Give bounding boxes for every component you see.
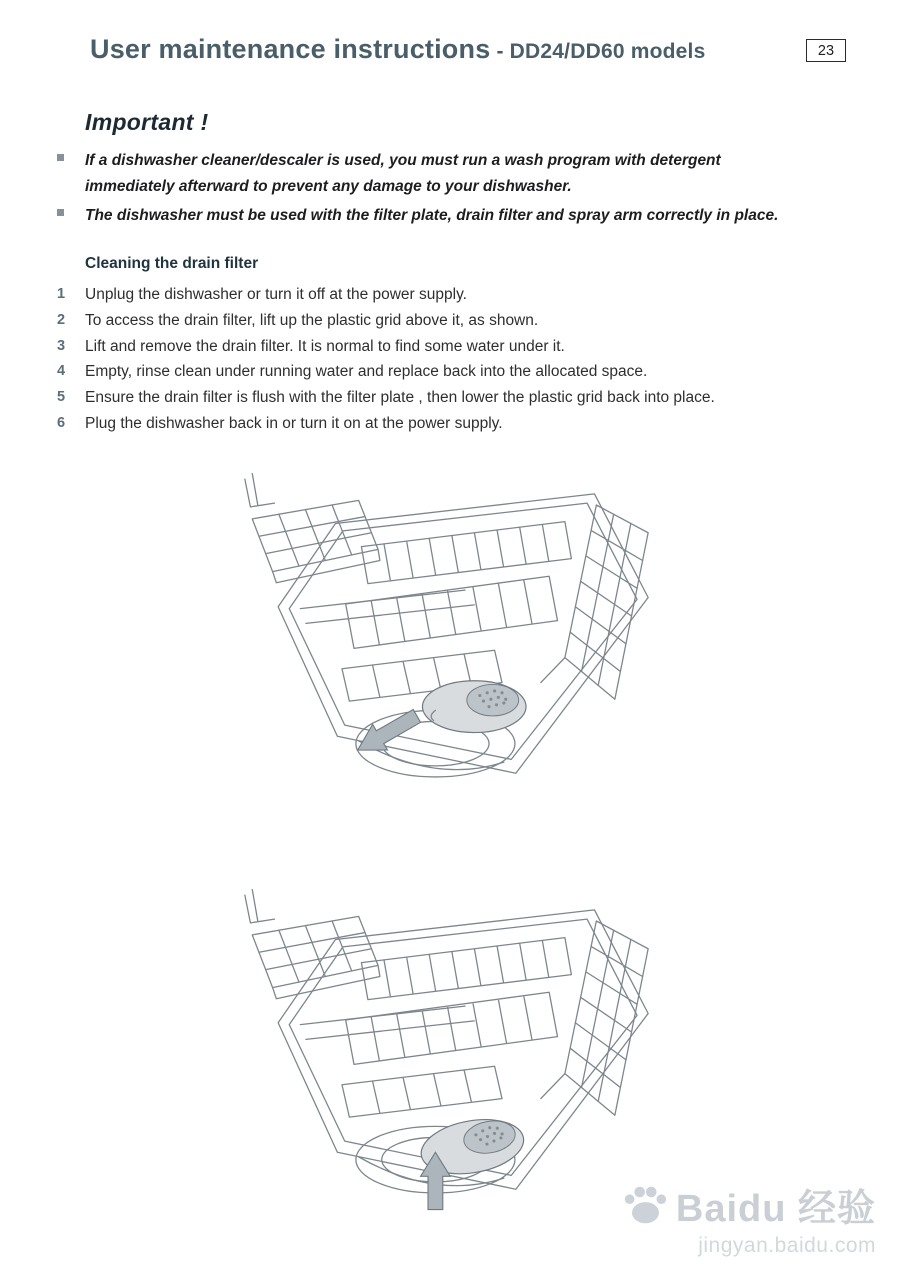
tine-row-front bbox=[342, 1067, 502, 1118]
illustration-remove-filter bbox=[193, 468, 902, 838]
important-section bbox=[85, 109, 846, 229]
watermark-brand-text: Baidu 经验 bbox=[675, 1188, 876, 1230]
step-number: 4 bbox=[57, 363, 66, 380]
cleaning-section bbox=[57, 255, 846, 436]
page-title-models: - DD24/DD60 models bbox=[490, 40, 706, 63]
watermark-url: jingyan.baidu.com bbox=[698, 1234, 876, 1257]
step-item bbox=[57, 308, 846, 334]
page-title bbox=[90, 34, 705, 65]
rack-hinge bbox=[541, 1074, 565, 1099]
tine-row-mid bbox=[346, 577, 558, 649]
step-number: 6 bbox=[57, 414, 66, 431]
bracket-lines bbox=[245, 474, 275, 507]
page-title-main: User maintenance instructions bbox=[90, 34, 491, 64]
step-item bbox=[57, 411, 846, 437]
tine-row-mid bbox=[346, 993, 558, 1065]
step-text: Plug the dishwasher back in or turn it on at the power supply. bbox=[85, 414, 503, 432]
watermark-brand-row bbox=[620, 1177, 876, 1232]
drain-filter bbox=[422, 681, 526, 733]
step-item bbox=[57, 334, 846, 360]
step-item bbox=[57, 359, 846, 385]
side-rack-grid bbox=[570, 515, 642, 686]
step-item bbox=[57, 385, 846, 411]
important-bullet-list bbox=[85, 148, 846, 229]
step-number: 2 bbox=[57, 311, 66, 328]
important-heading: Important ! bbox=[85, 109, 209, 135]
page-number-box: 23 bbox=[806, 39, 846, 62]
step-number: 1 bbox=[57, 286, 66, 303]
side-rack-grid bbox=[570, 931, 642, 1102]
dishwasher-rack-drawing-replace bbox=[193, 884, 663, 1254]
step-number: 3 bbox=[57, 337, 66, 354]
step-number: 5 bbox=[57, 388, 66, 405]
important-bullet bbox=[85, 148, 846, 200]
square-bullet-icon bbox=[57, 154, 64, 161]
step-text: Ensure the drain filter is flush with the filter plate , then lower the plastic grid back into place. bbox=[85, 388, 715, 406]
important-bullet-text: If a dishwasher cleaner/descaler is used, you must run a wash program with detergent immediately afterward to prevent any damage to your dishwasher. bbox=[85, 152, 721, 196]
paw-icon bbox=[620, 1180, 670, 1230]
step-text: To access the drain filter, lift up the plastic grid above it, as shown. bbox=[85, 311, 539, 329]
page-header bbox=[0, 0, 902, 65]
step-text: Empty, rinse clean under running water and replace back into the allocated space. bbox=[85, 363, 648, 381]
dishwasher-rack-drawing-remove bbox=[193, 468, 663, 838]
bracket-lines bbox=[245, 890, 275, 923]
tine-row-back bbox=[361, 522, 571, 584]
step-text: Unplug the dishwasher or turn it off at the power supply. bbox=[85, 286, 467, 304]
step-text: Lift and remove the drain filter. It is normal to find some water under it. bbox=[85, 337, 565, 355]
square-bullet-icon bbox=[57, 209, 64, 216]
baidu-watermark bbox=[620, 1177, 876, 1258]
tine-row-back bbox=[361, 938, 571, 1000]
steps-list bbox=[57, 282, 846, 436]
cleaning-heading: Cleaning the drain filter bbox=[85, 255, 259, 273]
important-bullet bbox=[85, 203, 846, 229]
rack-hinge bbox=[541, 658, 565, 683]
step-item bbox=[57, 282, 846, 308]
important-bullet-text: The dishwasher must be used with the filter plate, drain filter and spray arm correctly in place. bbox=[85, 207, 779, 225]
